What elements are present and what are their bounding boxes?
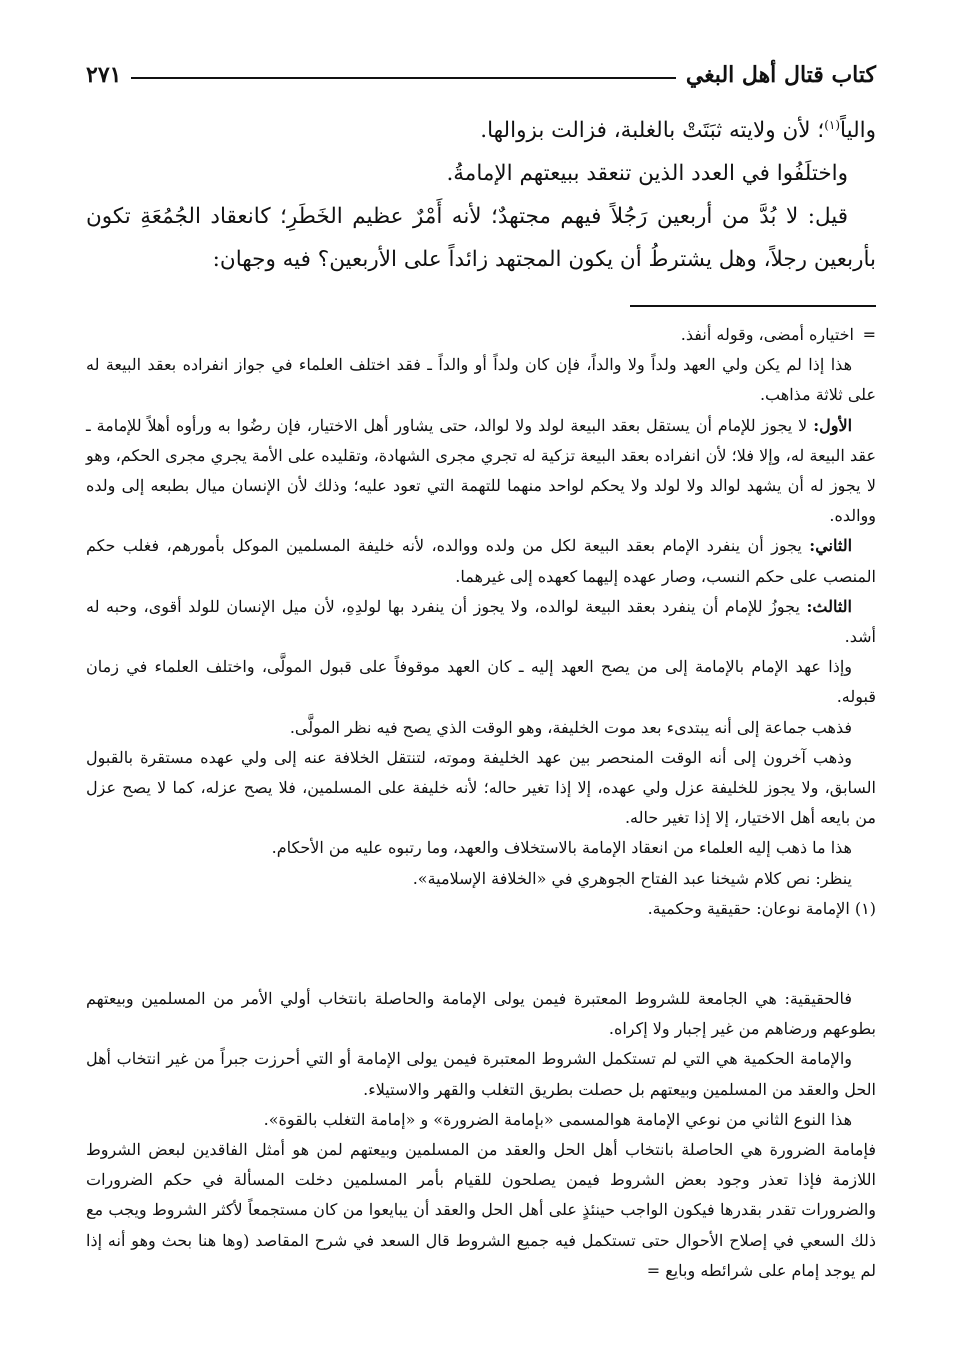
- footnote-paragraph: هذا ما ذهب إليه العلماء من انعقاد الإمامة بالاستخلاف والعهد، وما رتبوه عليه من الأحكام.: [271, 838, 852, 858]
- footnote-paragraph: فالحقيقية: هي الجامعة للشروط المعتبرة فيمن يولى الإمامة والحاصلة بانتخاب أولي الأمر من المسلمين وبيعتهم بطوعهم ورضاهم من غير إجبار ولا إكراه.: [86, 989, 876, 1039]
- main-paragraph-3: قيل: لا بُدَّ من أربعين رَجُلاً فيهم مجتهدٌ؛ لأنه أَمْرٌ عظيم الخَطَرِ؛ كانعقاد الجُمُعَةِ تكون بأربعين رجلاً، وهل يشترطُ أن يكون المجتهد زائداً على الأربعين؟ فيه وجهان:: [86, 204, 876, 273]
- continuation-mark: =: [862, 325, 876, 344]
- footnote-paragraph: الأول: لا يجوز للإمام أن يستقل بعقد البيعة لولد ولا لوالد، حتى يشاور أهل الاختيار، فإن رضُوا به ورأوه أهلاً للإمامة ـ عقد البيعة له، وإلا فلا؛ لأن انفراده بعقد البيعة تزكية له تجري مجرى الشهادة، وتقليده على الأمة يجري مجرى الحكم، وهو لا يجوز له أن يشهد لوالد ولا لولد ولا يحكم لواحد منهما للتهمة التي تعود عليه؛ وذلك لأن الإنسان ميال بطبعه إلى ولده ووالده.: [86, 415, 876, 526]
- page-number: ٢٧١: [86, 62, 122, 88]
- footnote-paragraph: والإمامة الحكمية هي التي لم تستكمل الشروط المعتبرة فيمن يولى الإمامة أو التي أحرزت جبراً من غير انتخاب أهل الحل والعقد من المسلمين وبيعتهم بل حصلت بطريق التغلب والقهر والاستيلاء.: [86, 1049, 876, 1099]
- footnote-paragraph: وذهب آخرون إلى أنه الوقت المنحصر بين عهد الخليفة وموته، لتنتقل الخلافة عنه إلى ولي عهده مستقرة بالقبول السابق، ولا يجوز للخليفة عزل ولي عهده، إلا إذا تغير حاله؛ لأنه خليفة على المسلمين، فلا يصح عزله، كما لا يصح عزل من بايعه أهل الاختيار، إلا إذا تغير حاله.: [86, 747, 876, 828]
- header-rule: [131, 77, 675, 79]
- footnote-ref-1: (١): [824, 118, 841, 132]
- footnote-lead: الأول:: [813, 415, 853, 435]
- footnotes-bottom: [86, 984, 876, 1286]
- footnote-paragraph: ينظر: نص كلام شيخنا عبد الفتاح الجوهري في «الخلافة الإسلامية».: [412, 868, 852, 888]
- chapter-title: كتاب قتال أهل البغي: [685, 62, 876, 88]
- running-header: [86, 58, 876, 92]
- main-text: [86, 104, 876, 281]
- footnote-paragraph: هذا إذا لم يكن ولي العهد ولداً ولا والداً، فإن كان ولداً أو والداً ـ فقد اختلف العلماء في جواز انفراده بعقد البيعة له على ثلاثة مذاهب.: [86, 355, 876, 405]
- footnote-paragraph-last: فإمامة الضرورة هي الحاصلة بانتخاب أهل الحل والعقد من المسلمين وبيعتهم لمن هو أمثل الفاقدين لبعض الشروط اللازمة فإذا تعذر وجود بعض الشروط فيمن يصلحون للقيام بأمر المسلمين دخلت المسألة في حكم الضرورات والضرورات تقدر بقدرها فيكون الواجب حينئذٍ على أهل الحل والعقد أن يبايعوا من كان مستجمعاً لأكثر الشروط ويجب مع ذلك السعي في إصلاح الأحوال حتى تستكمل فيه جميع الشروط قال السعد في شرح المقاصد (وها هنا بحث وهو أنه إذا لم يوجد إمام على شرائطه وبايع =: [86, 1140, 877, 1280]
- main-paragraph-2: واختلَفُوا في العدد الذين تنعقد ببيعتهم الإمامةُ.: [446, 161, 848, 187]
- footnote-paragraph: هذا النوع الثاني من نوعي الإمامة هوالمسمى «بإمامة الضرورة» و «إمامة التغلب بالقوة».: [263, 1109, 852, 1129]
- footnote-paragraph: وإذا عهد الإمام بالإمامة إلى من يصح العهد إليه ـ كان العهد موقوفاً على قبول المولَّى، واختلف العلماء في زمان قبوله.: [86, 657, 876, 707]
- footnote-continuation: = اختياره أمضى، وقوله أنفذ.: [86, 320, 876, 350]
- footnote-paragraph: فذهب جماعة إلى أنه يبتدىء بعد موت الخليفة، وهو الوقت الذي يصح فيه نظر المولَّى.: [289, 717, 852, 737]
- footnote-number: (١): [854, 898, 876, 918]
- main-paragraph-1: والياً$^{(١)}$؛ لأن ولايته ثبَتَتْ بالغلبة، فزالت بزوالها.: [480, 118, 876, 144]
- footnote-separator: [630, 305, 876, 307]
- footnote-lead: الثاني:: [809, 536, 853, 556]
- footnote-1: (١) الإمامة نوعان: حقيقية وحكمية.: [647, 898, 876, 918]
- footnotes-top: [86, 320, 876, 924]
- footnote-paragraph: الثاني: يجوز أن ينفرد الإمام بعقد البيعة لكل من ولده ووالده، لأنه خليفة المسلمين الموكل بأمورهم، فغلب حكم المنصب على حكم النسب، وصار عهده إليهما كعهده إلى غيرهما.: [86, 536, 876, 586]
- footnote-paragraph: الثالث: يجوزُ للإمام أن ينفرد بعقد البيعة لوالده، ولا يجوز أن ينفرد بها لولدِهِ، لأن ميل الإنسان للولد أقوى، وحبه له أشد.: [86, 596, 876, 647]
- continued-mark: =: [646, 1260, 661, 1280]
- footnote-lead: الثالث:: [806, 596, 852, 616]
